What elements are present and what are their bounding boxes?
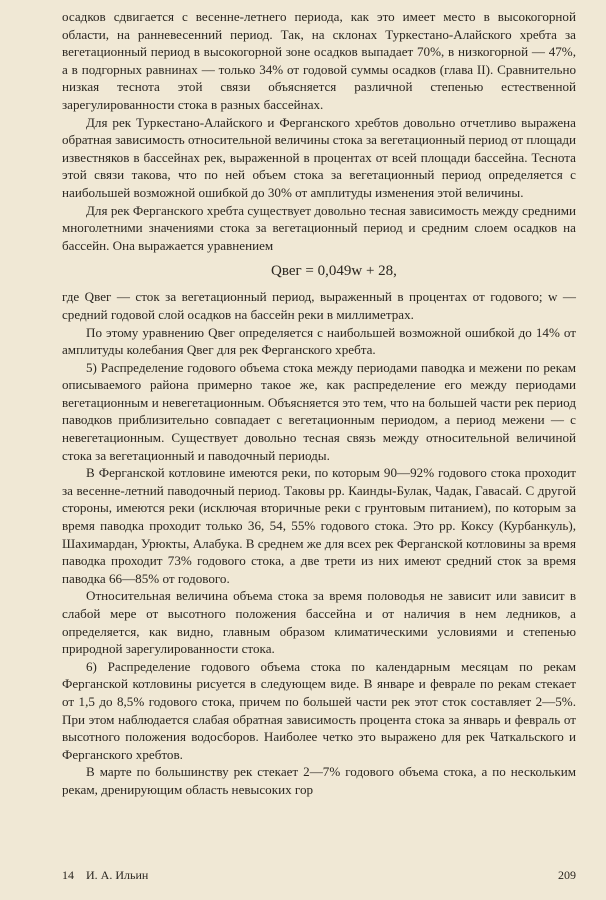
paragraph: 5) Распределение годового объема стока между периодами паводка и межени по рекам описываемого района примерно такое же, как распределение его между периодами вегетационным и невегетационным. Объясняется это тем, что на большей части рек период паводков приблизительно совпадает с вегетационным периодом, а период межени — с невегетационным. Существует довольно тесная связь между относительной величиной стока за вегетационный и паводочный периоды. [62,359,576,463]
paragraph: Относительная величина объема стока за время половодья не зависит или зависит в слабой мере от высотного положения бассейна и от наличия в нем ледников, а определяется, как видно, главным образом климатическими условиями и степенью природной зарегулированности стока. [62,588,576,657]
formula: Qвег = 0,049w + 28, [271,263,397,280]
paragraph: 6) Распределение годового объема стока по календарным месяцам по рекам Ферганской котловины рисуется в следующем виде. В январе и феврале по рекам стекает от 1,5 до 8,5% годового стока, причем по большей части рек этот сток составляет 2—5%. При этом наблюдается слабая обратная зависимость процента стока за январь и февраль от высотного положения водосборов. Наиболее четко это выражено для рек Чаткальского и Ферганского хребтов. [62,658,576,762]
page-footer [62,868,576,883]
signature-mark: 14 [62,868,74,882]
paragraph: По этому уравнению Qвег определяется с наибольшей возможной ошибкой до 14% от амплитуды колебания Qвег для рек Ферганского хребта. [62,324,576,358]
paragraph: Для рек Ферганского хребта существует довольно тесная зависимость между средними многолетними значениями стока за вегетационный период и средним слоем осадков на бассейн. Она выражается уравнением [62,202,576,253]
paragraph: В марте по большинству рек стекает 2—7% годового объема стока, а по нескольким рекам, дренирующим область невысоких гор [62,764,576,797]
paragraph: где Qвег — сток за вегетационный период, выраженный в процентах от годового; w — средний годовой слой осадков на бассейн реки в миллиметрах. [62,289,576,322]
paragraph: осадков сдвигается с весенне-летнего периода, как это имеет место в высокогорной области, на ранневесенний период. Так, на склонах Туркестано-Алайского хребта за вегетационный период в высокогорной зоне осадков выпадает 70%, в низкогорной — 47%, а в подгорных равнинах — только 34% от годовой суммы осадков (глава II). Сравнительно низкая теснота этой связи объясняется различной степенью естественной зарегулированности стока в разных бассейнах. [62,9,576,112]
page-number: 209 [558,868,576,882]
paragraph: В Ферганской котловине имеются реки, по которым 90—92% годового стока проходит за весенне-летний паводочный период. Таковы рр. Каинды-Булак, Чадак, Гавасай. С другой стороны, имеются реки (исключая вторичные реки с грунтовым питанием), по которым за время паводка проходит только 36, 54, 55% годового стока. Это рр. Коксу (Курбанкуль), Шахимардан, Урюкты, Алабука. В среднем же для всех рек Ферганской котловины за время паводка проходит 73% годового стока, а две трети из них имеют средний сток за время паводка 66—85% от годового. [62,465,576,586]
paragraph: Для рек Туркестано-Алайского и Ферганского хребтов довольно отчетливо выражена обратная зависимость относительной величины стока за вегетационный период от площади известняков в бассейнах рек, выраженной в процентах от всей площади бассейна. Теснота этой связи такова, что по ней объем стока за вегетационный период определяется с наибольшей возможной ошибкой до 30% от амплитуды изменения этой величины. [62,114,576,200]
author-name: И. А. Ильин [86,868,149,882]
body-text [62,8,576,799]
